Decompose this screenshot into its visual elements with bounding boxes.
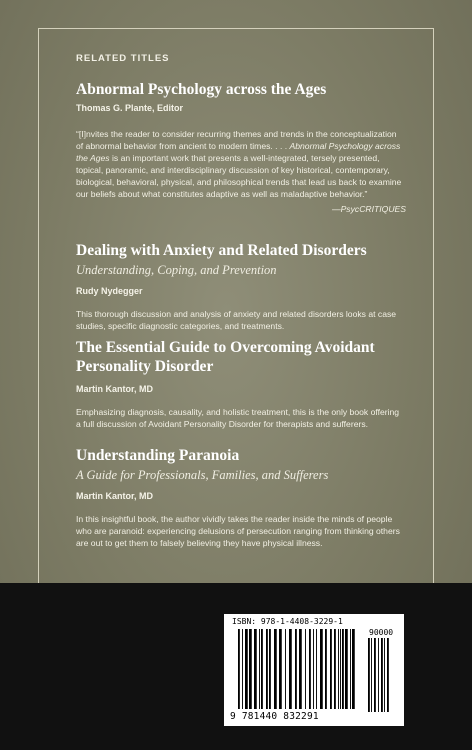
book-author: Martin Kantor, MD [76,491,154,501]
book-title: Abnormal Psychology across the Ages [76,81,327,98]
book-review-quote: “[I]nvites the reader to consider recurring themes and trends in the conceptualization of abnormal behavior from ancient to modern times. . . . Abnormal Psychology across the Ages is an important work that presents a well-integrated, tersely presented, topical, panoramic, and interdisciplinary discussion of key historical, contemporary, biological, behavioral, physical, and philosophical trends that lead us back to examine our beliefs about what constitutes adaptive as well as maladaptive behavior.” [76,129,402,199]
book-entry-4 [76,446,406,549]
book-author: Rudy Nydegger [76,286,143,296]
ean-barcode [238,629,358,709]
book-subtitle: A Guide for Professionals, Families, and Sufferers [76,468,329,482]
book-description: In this insightful book, the author vividly takes the reader inside the minds of people who are paranoid: experiencing delusions of persecution ranging from thinking others are out to get them to falsely believing they have physical illness. [76,514,400,548]
section-label: RELATED TITLES [76,53,170,64]
book-subtitle: Understanding, Coping, and Prevention [76,263,277,277]
book-author: Martin Kantor, MD [76,384,154,394]
price-addon-number: 90000 [369,628,394,637]
book-entry-2 [76,241,406,332]
book-entry-1 [76,80,406,214]
book-title: The Essential Guide to Overcoming Avoidant Personality Disorder [76,339,375,375]
book-description: Emphasizing diagnosis, causality, and holistic treatment, this is the only book offering a full discussion of Avoidant Personality Disorder for therapists and sufferers. [76,407,400,429]
book-author: Thomas G. Plante, Editor [76,103,184,113]
book-title: Dealing with Anxiety and Related Disorders [76,242,367,259]
review-source: —PsycCRITIQUES [331,204,406,214]
book-entry-3 [76,338,406,430]
book-title: Understanding Paranoia [76,447,240,464]
barcode-digits: 9 781440 832291 [230,711,319,722]
barcode-label [224,614,404,726]
addon-barcode [368,638,398,712]
isbn-text: ISBN: 978-1-4408-3229-1 [232,617,343,626]
book-description: This thorough discussion and analysis of anxiety and related disorders looks at case studies, specific diagnostic categories, and treatments. [76,309,397,331]
